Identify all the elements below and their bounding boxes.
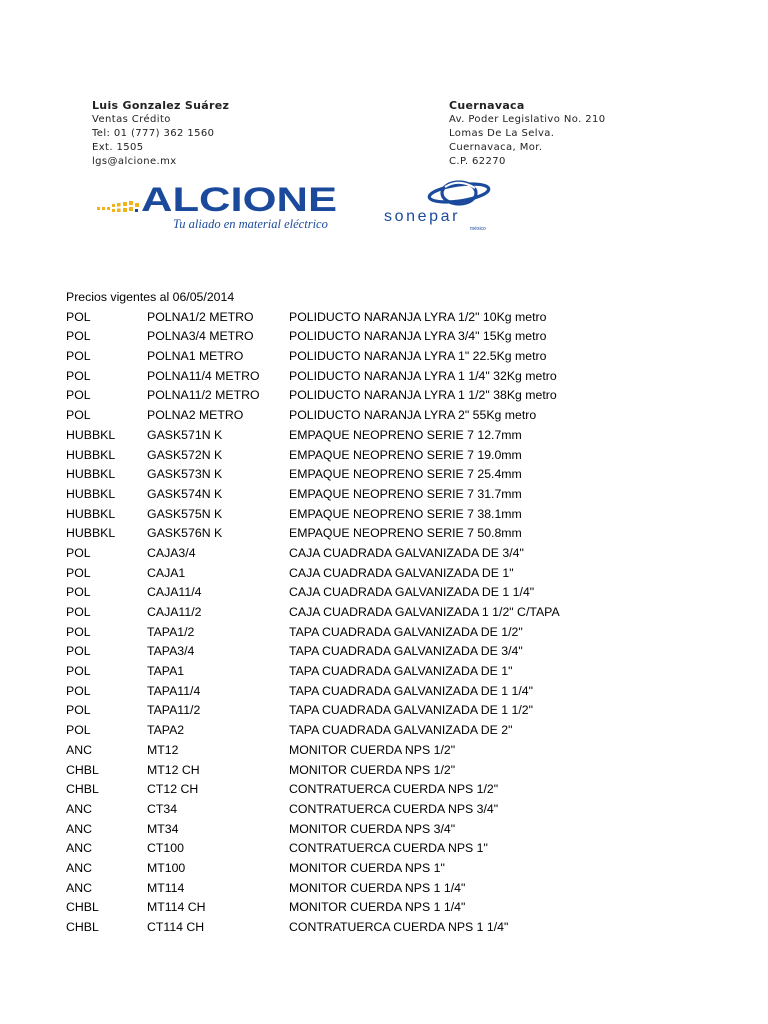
- table-row: [66, 446, 756, 466]
- brand-cell: POL: [66, 545, 91, 560]
- code-cell: MT114: [147, 880, 185, 895]
- brand-cell: ANC: [66, 821, 92, 836]
- table-row: [66, 603, 756, 623]
- code-cell: CAJA3/4: [147, 545, 196, 560]
- brand-cell: HUBBKL: [66, 447, 116, 462]
- table-row: [66, 623, 756, 643]
- table-row: [66, 780, 756, 800]
- brand-cell: POL: [66, 723, 91, 738]
- brand-cell: POL: [66, 664, 91, 679]
- brand-cell: POL: [66, 408, 91, 423]
- address-city-state: Cuernavaca, Mor.: [449, 142, 543, 153]
- sonepar-wordmark: sonepar: [384, 208, 461, 225]
- code-cell: MT114 CH: [147, 900, 206, 915]
- alcione-wordmark: ALCIONE: [141, 181, 337, 219]
- table-row: [66, 524, 756, 544]
- description-cell: EMPAQUE NEOPRENO SERIE 7 38.1mm: [289, 506, 522, 521]
- code-cell: CT114 CH: [147, 920, 205, 934]
- code-cell: POLNA2 METRO: [147, 408, 244, 423]
- description-cell: POLIDUCTO NARANJA LYRA 2" 55Kg metro: [289, 408, 537, 423]
- description-cell: CAJA CUADRADA GALVANIZADA DE 3/4": [289, 545, 524, 560]
- brand-cell: CHBL: [66, 782, 99, 797]
- code-cell: GASK571N K: [147, 427, 223, 442]
- table-row: [66, 800, 756, 820]
- code-cell: MT12: [147, 742, 179, 757]
- table-row: [66, 839, 756, 859]
- brand-cell: HUBBKL: [66, 486, 116, 501]
- description-cell: CONTRATUERCA CUERDA NPS 1/2": [289, 782, 499, 797]
- brand-cell: CHBL: [66, 920, 99, 934]
- code-cell: CAJA11/4: [147, 585, 202, 600]
- description-cell: CONTRATUERCA CUERDA NPS 3/4": [289, 801, 499, 816]
- contact-role: Ventas Crédito: [92, 114, 171, 125]
- brand-cell: CHBL: [66, 762, 99, 777]
- description-cell: TAPA CUADRADA GALVANIZADA DE 1 1/4": [289, 683, 534, 698]
- description-cell: TAPA CUADRADA GALVANIZADA DE 1 1/2": [289, 703, 534, 718]
- table-row: [66, 682, 756, 702]
- description-cell: TAPA CUADRADA GALVANIZADA DE 2": [289, 723, 513, 738]
- brand-cell: POL: [66, 349, 91, 364]
- table-row: [66, 347, 756, 367]
- brand-cell: HUBBKL: [66, 506, 116, 521]
- description-cell: EMPAQUE NEOPRENO SERIE 7 50.8mm: [289, 526, 522, 541]
- brand-cell: POL: [66, 605, 91, 619]
- code-cell: TAPA11/2: [147, 703, 201, 718]
- alcione-dots-graphic: [97, 201, 139, 212]
- code-cell: GASK576N K: [147, 526, 223, 541]
- code-cell: TAPA3/4: [147, 644, 195, 659]
- address-neighborhood: Lomas De La Selva.: [449, 128, 555, 139]
- code-cell: CT100: [147, 841, 184, 856]
- brand-cell: POL: [66, 644, 91, 659]
- table-row: [66, 505, 756, 525]
- brand-cell: ANC: [66, 841, 92, 856]
- table-row: [66, 859, 756, 879]
- code-cell: POLNA1 METRO: [147, 349, 244, 364]
- code-cell: POLNA11/4 METRO: [147, 368, 260, 383]
- address-street: Av. Poder Legislativo No. 210: [449, 114, 606, 125]
- alcione-logo: [97, 178, 367, 234]
- description-cell: POLIDUCTO NARANJA LYRA 1/2" 10Kg metro: [289, 309, 547, 324]
- table-row: [66, 426, 756, 446]
- contact-extension: Ext. 1505: [92, 142, 144, 153]
- description-cell: EMPAQUE NEOPRENO SERIE 7 19.0mm: [289, 447, 522, 462]
- table-row: [66, 741, 756, 761]
- code-cell: TAPA11/4: [147, 683, 201, 698]
- table-row: [66, 367, 756, 387]
- brand-cell: ANC: [66, 742, 92, 757]
- table-row: [66, 879, 756, 899]
- contact-block-left: [92, 99, 229, 169]
- description-cell: TAPA CUADRADA GALVANIZADA DE 3/4": [289, 644, 523, 659]
- sonepar-globe-icon: [428, 181, 490, 205]
- code-cell: TAPA2: [147, 723, 185, 738]
- price-list-heading: Precios vigentes al 06/05/2014: [66, 290, 235, 304]
- description-cell: POLIDUCTO NARANJA LYRA 1 1/2" 38Kg metro: [289, 388, 557, 403]
- table-row: [66, 544, 756, 564]
- table-row: [66, 465, 756, 485]
- description-cell: CAJA CUADRADA GALVANIZADA DE 1 1/4": [289, 585, 535, 600]
- description-cell: MONITOR CUERDA NPS 1 1/4": [289, 900, 466, 915]
- code-cell: POLNA1/2 METRO: [147, 309, 254, 324]
- code-cell: TAPA1/2: [147, 624, 195, 639]
- brand-cell: POL: [66, 388, 91, 403]
- code-cell: CT12 CH: [147, 782, 199, 797]
- branch-city: Cuernavaca: [449, 99, 525, 112]
- code-cell: MT34: [147, 821, 179, 836]
- code-cell: MT100: [147, 860, 186, 875]
- brand-cell: ANC: [66, 801, 92, 816]
- description-cell: CONTRATUERCA CUERDA NPS 1 1/4": [289, 920, 509, 934]
- code-cell: GASK574N K: [147, 486, 223, 501]
- contact-name: Luis Gonzalez Suárez: [92, 99, 230, 112]
- brand-cell: HUBBKL: [66, 467, 116, 482]
- table-row: [66, 386, 756, 406]
- description-cell: MONITOR CUERDA NPS 1/2": [289, 742, 456, 757]
- brand-cell: ANC: [66, 860, 92, 875]
- description-cell: POLIDUCTO NARANJA LYRA 3/4" 15Kg metro: [289, 329, 547, 344]
- contact-phone: Tel: 01 (777) 362 1560: [92, 128, 215, 139]
- code-cell: POLNA11/2 METRO: [147, 388, 260, 403]
- table-row: [66, 642, 756, 662]
- price-list: [66, 288, 756, 938]
- brand-cell: ANC: [66, 880, 92, 895]
- table-row: [66, 918, 756, 938]
- code-cell: CT34: [147, 801, 178, 816]
- table-row: [66, 761, 756, 781]
- brand-cell: POL: [66, 368, 91, 383]
- brand-cell: POL: [66, 703, 91, 718]
- description-cell: MONITOR CUERDA NPS 1/2": [289, 762, 456, 777]
- brand-cell: CHBL: [66, 900, 99, 915]
- contact-email: lgs@alcione.mx: [92, 156, 177, 167]
- brand-cell: POL: [66, 565, 91, 580]
- contact-block-right: [449, 99, 606, 169]
- table-row: [66, 564, 756, 584]
- table-row: [66, 308, 756, 328]
- address-postal-code: C.P. 62270: [449, 156, 506, 167]
- description-cell: CAJA CUADRADA GALVANIZADA 1 1/2" C/TAPA: [289, 605, 560, 619]
- description-cell: TAPA CUADRADA GALVANIZADA DE 1/2": [289, 624, 523, 639]
- code-cell: GASK573N K: [147, 467, 223, 482]
- description-cell: POLIDUCTO NARANJA LYRA 1 1/4" 32Kg metro: [289, 368, 557, 383]
- code-cell: GASK572N K: [147, 447, 223, 462]
- brand-cell: HUBBKL: [66, 427, 116, 442]
- table-row: [66, 406, 756, 426]
- code-cell: POLNA3/4 METRO: [147, 329, 254, 344]
- description-cell: POLIDUCTO NARANJA LYRA 1" 22.5Kg metro: [289, 349, 547, 364]
- code-cell: MT12 CH: [147, 762, 200, 777]
- description-cell: EMPAQUE NEOPRENO SERIE 7 31.7mm: [289, 486, 522, 501]
- table-row: [66, 327, 756, 347]
- table-row: [66, 701, 756, 721]
- description-cell: CONTRATUERCA CUERDA NPS 1": [289, 841, 488, 856]
- alcione-tagline: Tu aliado en material eléctrico: [173, 217, 328, 231]
- description-cell: MONITOR CUERDA NPS 1": [289, 860, 445, 875]
- table-row: [66, 583, 756, 603]
- table-row: [66, 485, 756, 505]
- brand-cell: POL: [66, 329, 91, 344]
- code-cell: TAPA1: [147, 664, 185, 679]
- brand-cell: HUBBKL: [66, 526, 116, 541]
- table-row: [66, 820, 756, 840]
- brand-cell: POL: [66, 309, 91, 324]
- code-cell: GASK575N K: [147, 506, 223, 521]
- description-cell: TAPA CUADRADA GALVANIZADA DE 1": [289, 664, 513, 679]
- brand-cell: POL: [66, 683, 91, 698]
- price-list-rows: [66, 308, 756, 938]
- table-row: [66, 898, 756, 918]
- description-cell: MONITOR CUERDA NPS 1 1/4": [289, 880, 466, 895]
- sonepar-logo: [383, 180, 498, 232]
- code-cell: CAJA1: [147, 565, 186, 580]
- code-cell: CAJA11/2: [147, 605, 202, 619]
- description-cell: EMPAQUE NEOPRENO SERIE 7 12.7mm: [289, 427, 522, 442]
- description-cell: MONITOR CUERDA NPS 3/4": [289, 821, 456, 836]
- brand-cell: POL: [66, 585, 91, 600]
- table-row: [66, 721, 756, 741]
- description-cell: CAJA CUADRADA GALVANIZADA DE 1": [289, 565, 514, 580]
- sonepar-subtext: méxico: [470, 226, 486, 232]
- brand-cell: POL: [66, 624, 91, 639]
- description-cell: EMPAQUE NEOPRENO SERIE 7 25.4mm: [289, 467, 522, 482]
- table-row: [66, 662, 756, 682]
